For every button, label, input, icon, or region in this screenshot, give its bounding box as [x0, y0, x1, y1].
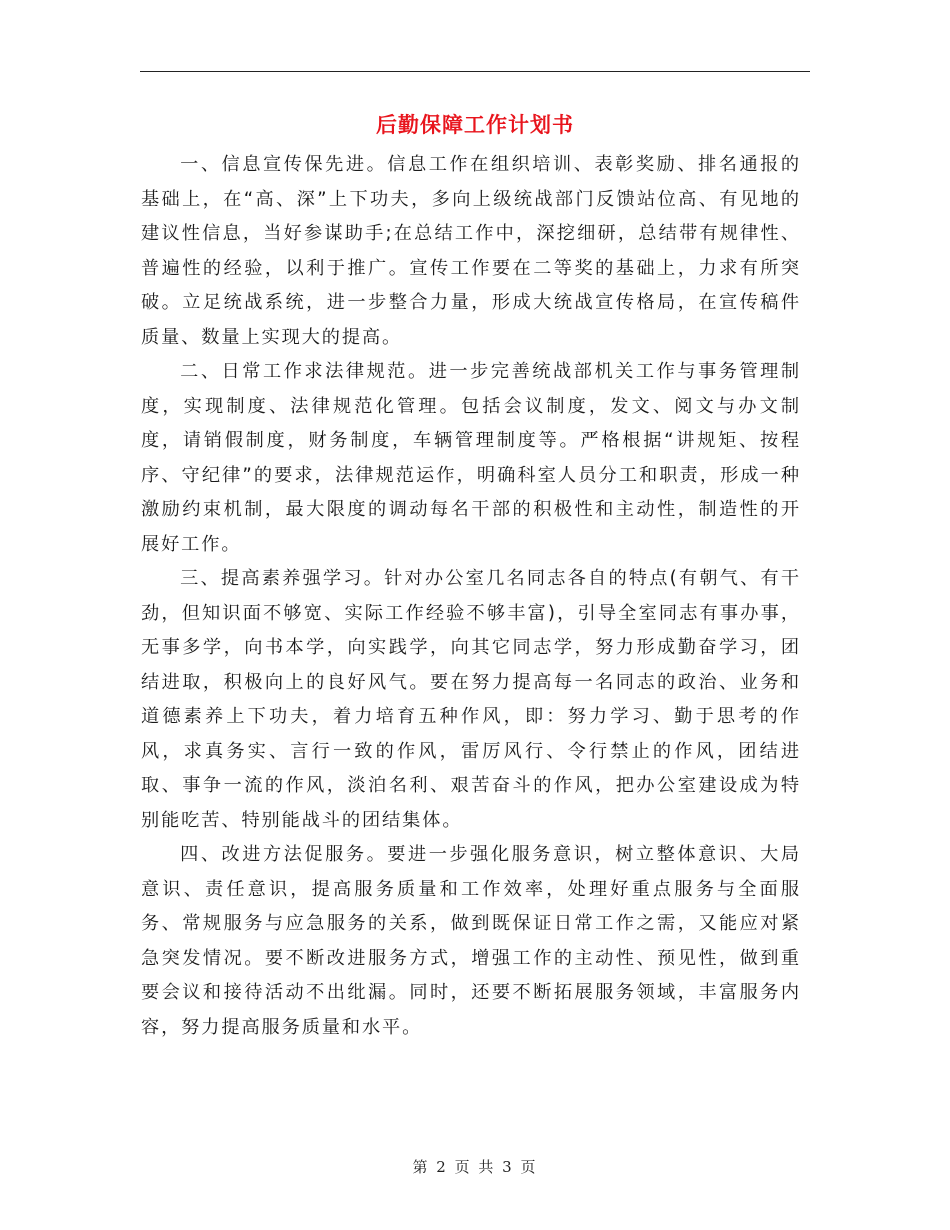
document-body	[141, 148, 801, 1045]
paragraph-info-publicity: 一、信息宣传保先进。信息工作在组织培训、表彰奖励、排名通报的基础上，在“高、深”上下功夫，多向上级统战部门反馈站位高、有见地的建议性信息，当好参谋助手;在总结工作中，深挖细研，总结带有规律性、普遍性的经验，以利于推广。宣传工作要在二等奖的基础上，力求有所突破。立足统战系统，进一步整合力量，形成大统战宣传格局，在宣传稿件质量、数量上实现大的提高。	[141, 154, 801, 348]
paragraph-daily-work: 二、日常工作求法律规范。进一步完善统战部机关工作与事务管理制度，实现制度、法律规范化管理。包括会议制度，发文、阅文与办文制度，请销假制度，财务制度，车辆管理制度等。严格根据“讲规矩、按程序、守纪律”的要求，法律规范运作，明确科室人员分工和职责，形成一种激励约束机制，最大限度的调动每名干部的积极性和主动性，制造性的开展好工作。	[141, 361, 801, 555]
document-title: 后勤保障工作计划书	[376, 113, 574, 137]
paragraph-study: 三、提高素养强学习。针对办公室几名同志各自的特点(有朝气、有干劲，但知识面不够宽、实际工作经验不够丰富)，引导全室同志有事办事，无事多学，向书本学，向实践学，向其它同志学，努力形成勤奋学习，团结进取，积极向上的良好风气。要在努力提高每一名同志的政治、业务和道德素养上下功夫，着力培育五种作风，即：努力学习、勤于思考的作风，求真务实、言行一致的作风，雷厉风行、令行禁止的作风，团结进取、事争一流的作风，淡泊名利、艰苦奋斗的作风，把办公室建设成为特别能吃苦、特别能战斗的团结集体。	[141, 568, 801, 831]
page-number: 第 2 页 共 3 页	[412, 1158, 538, 1176]
paragraph-service: 四、改进方法促服务。要进一步强化服务意识，树立整体意识、大局意识、责任意识，提高服务质量和工作效率，处理好重点服务与全面服务、常规服务与应急服务的关系，做到既保证日常工作之需，又能应对紧急突发情况。要不断改进服务方式，增强工作的主动性、预见性，做到重要会议和接待活动不出纰漏。同时，还要不断拓展服务领域，丰富服务内容，努力提高服务质量和水平。	[141, 844, 801, 1038]
header-rule	[140, 71, 810, 72]
